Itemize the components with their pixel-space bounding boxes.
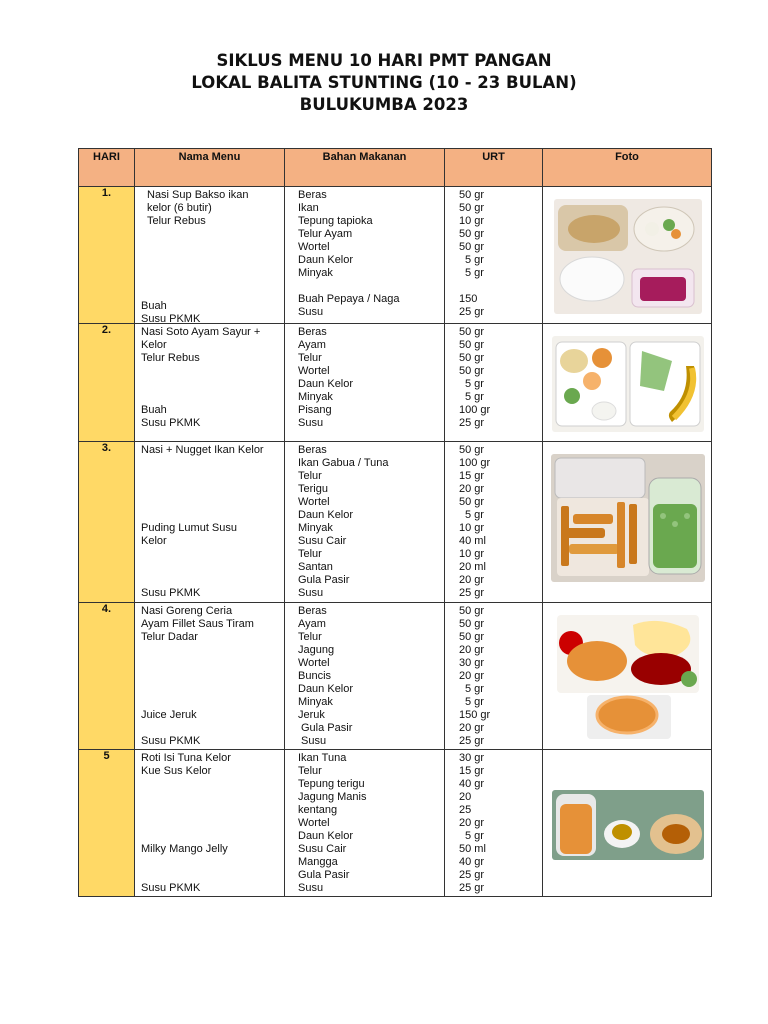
ingredient: Wortel [298, 496, 330, 508]
ingredient: Susu [298, 587, 324, 599]
menu-cell [135, 750, 285, 897]
urt-value: 10 gr [459, 548, 485, 560]
table-row [79, 442, 712, 603]
menu-cell [135, 324, 285, 442]
urt-value: 25 gr [459, 869, 485, 881]
menu-cell [135, 442, 285, 603]
urt-value: 100 gr [459, 457, 491, 469]
urt-value: 5 gr [465, 509, 484, 521]
ingredient: Wortel [298, 241, 330, 253]
urt-value: 25 [459, 804, 472, 816]
ingredient: Beras [298, 326, 327, 338]
urt-value: 150 [459, 293, 478, 305]
urt-value: 20 gr [459, 574, 485, 586]
urt-value: 50 gr [459, 326, 485, 338]
ingredient: Ikan Tuna [298, 752, 347, 764]
menu-item: Kue Sus Kelor [141, 765, 212, 777]
urt-value: 50 gr [459, 339, 485, 351]
menu-item: Telur Rebus [141, 352, 200, 364]
ingredient: Buncis [298, 670, 332, 682]
ingredient: Jagung [298, 644, 335, 656]
ingredient: Daun Kelor [298, 830, 354, 842]
urt-value: 20 ml [459, 561, 486, 573]
table-row [79, 324, 712, 442]
ingredient: Ikan Gabua / Tuna [298, 457, 389, 469]
urt-cell [445, 750, 543, 897]
document-title [0, 50, 768, 116]
menu-item: Buah [141, 404, 167, 416]
urt-value: 20 gr [459, 644, 485, 656]
urt-cell [445, 187, 543, 324]
urt-value: 100 gr [459, 404, 491, 416]
urt-value: 20 [459, 791, 472, 803]
bahan-cell [285, 187, 445, 324]
ingredient: Susu [298, 306, 324, 318]
bahan-cell [285, 750, 445, 897]
urt-value: 30 gr [459, 752, 485, 764]
urt-value: 40 gr [459, 856, 485, 868]
ingredient: Minyak [298, 391, 333, 403]
ingredient: Daun Kelor [298, 378, 354, 390]
bahan-cell [285, 442, 445, 603]
menu-item: Nasi Sup Bakso ikan [147, 189, 249, 201]
day-number: 5 [79, 750, 135, 897]
urt-value: 50 gr [459, 241, 485, 253]
menu-cell [135, 603, 285, 750]
urt-value: 15 gr [459, 765, 485, 777]
urt-cell [445, 603, 543, 750]
menu-item: Susu PKMK [141, 882, 201, 894]
day-number: 4. [79, 603, 135, 750]
menu-item: Nasi Goreng Ceria [141, 605, 233, 617]
urt-value: 50 gr [459, 444, 485, 456]
urt-value: 5 gr [465, 254, 484, 266]
ingredient: Telur [298, 548, 322, 560]
day-number: 2. [79, 324, 135, 442]
urt-value: 50 gr [459, 352, 485, 364]
urt-value: 5 gr [465, 378, 484, 390]
header-urt: URT [445, 149, 543, 187]
ingredient: Wortel [298, 365, 330, 377]
table-header-row [79, 149, 712, 187]
photo-cell [543, 603, 712, 750]
urt-cell [445, 442, 543, 603]
urt-value: 20 gr [459, 670, 485, 682]
urt-value: 50 gr [459, 228, 485, 240]
ingredient: Telur [298, 470, 322, 482]
menu-item: Roti Isi Tuna Kelor [141, 752, 231, 764]
menu-item: kelor (6 butir) [147, 202, 212, 214]
bahan-cell [285, 324, 445, 442]
ingredient: Telur [298, 352, 322, 364]
urt-value: 25 gr [459, 306, 485, 318]
ingredient: Telur Ayam [298, 228, 353, 240]
menu-item: Telur Dadar [141, 631, 198, 643]
menu-item: Buah [141, 299, 167, 312]
menu-item: Kelor [141, 535, 167, 547]
ingredient: Susu [298, 417, 324, 429]
urt-value: 50 gr [459, 605, 485, 617]
food-photo [554, 199, 702, 314]
urt-value: 25 gr [459, 882, 485, 894]
header-bahan-makanan: Bahan Makanan [285, 149, 445, 187]
urt-value: 50 gr [459, 618, 485, 630]
photo-cell [543, 324, 712, 442]
urt-value: 15 gr [459, 470, 485, 482]
ingredient: Wortel [298, 817, 330, 829]
ingredient: Buah Pepaya / Naga [298, 293, 400, 305]
ingredient: Minyak [298, 522, 333, 534]
urt-value: 25 gr [459, 735, 485, 747]
photo-cell [543, 750, 712, 897]
urt-value: 50 gr [459, 631, 485, 643]
title-line-3: BULUKUMBA 2023 [299, 95, 469, 114]
menu-table [78, 148, 712, 897]
urt-value: 50 gr [459, 496, 485, 508]
table-row [79, 750, 712, 897]
ingredient: Ayam [298, 339, 326, 351]
menu-item: Nasi + Nugget Ikan Kelor [141, 444, 264, 456]
ingredient: kentang [298, 804, 338, 816]
menu-item: Nasi Soto Ayam Sayur + [141, 326, 261, 338]
photo-cell [543, 442, 712, 603]
ingredient: Telur [298, 631, 322, 643]
ingredient: Pisang [298, 404, 332, 416]
ingredient: Beras [298, 605, 327, 617]
photo-cell [543, 187, 712, 324]
menu-cell [135, 187, 285, 324]
table-row [79, 187, 712, 324]
header-nama-menu: Nama Menu [135, 149, 285, 187]
urt-value: 20 gr [459, 817, 485, 829]
food-photo [557, 615, 699, 741]
menu-item: Susu PKMK [141, 312, 201, 325]
menu-item: Kelor [141, 339, 167, 351]
table-row [79, 603, 712, 750]
ingredient: Daun Kelor [298, 254, 354, 266]
ingredient: Gula Pasir [298, 869, 350, 881]
ingredient: Susu [298, 882, 324, 894]
urt-value: 150 gr [459, 709, 491, 721]
ingredient: Gula Pasir [298, 574, 350, 586]
ingredient: Beras [298, 189, 327, 201]
menu-item: Puding Lumut Susu [141, 522, 238, 534]
title-line-2: LOKAL BALITA STUNTING (10 - 23 BULAN) [191, 73, 577, 92]
day-number: 3. [79, 442, 135, 603]
ingredient: Tepung terigu [298, 778, 365, 790]
ingredient: Mangga [298, 856, 338, 868]
ingredient: Daun Kelor [298, 683, 354, 695]
menu-item: Susu PKMK [141, 735, 201, 747]
urt-cell [445, 324, 543, 442]
urt-value: 50 gr [459, 202, 485, 214]
urt-value: 50 ml [459, 843, 486, 855]
menu-item: Ayam Fillet Saus Tiram [141, 618, 254, 630]
ingredient: Ikan [298, 202, 319, 214]
urt-value: 5 gr [465, 267, 484, 279]
urt-value: 25 gr [459, 417, 485, 429]
urt-value: 10 gr [459, 522, 485, 534]
urt-value: 10 gr [459, 215, 485, 227]
urt-value: 5 gr [465, 391, 484, 403]
urt-value: 5 gr [465, 830, 484, 842]
title-line-1: SIKLUS MENU 10 HARI PMT PANGAN [216, 51, 552, 70]
urt-value: 50 gr [459, 189, 485, 201]
food-photo [552, 790, 704, 860]
ingredient: Ayam [298, 618, 326, 630]
urt-value: 25 gr [459, 587, 485, 599]
ingredient: Beras [298, 444, 327, 456]
ingredient: Jagung Manis [298, 791, 367, 803]
menu-item: Juice Jeruk [141, 709, 197, 721]
food-photo [551, 454, 705, 582]
ingredient: Daun Kelor [298, 509, 354, 521]
ingredient: Tepung tapioka [298, 215, 373, 227]
urt-value: 40 ml [459, 535, 486, 547]
urt-value: 20 gr [459, 483, 485, 495]
ingredient: Wortel [298, 657, 330, 669]
urt-value: 30 gr [459, 657, 485, 669]
menu-item: Milky Mango Jelly [141, 843, 228, 855]
header-hari: HARI [79, 149, 135, 187]
ingredient: Jeruk [298, 709, 325, 721]
menu-item: Susu PKMK [141, 417, 201, 429]
ingredient: Santan [298, 561, 333, 573]
urt-value: 20 gr [459, 722, 485, 734]
bahan-cell [285, 603, 445, 750]
ingredient: Telur [298, 765, 322, 777]
urt-value: 50 gr [459, 365, 485, 377]
ingredient: Minyak [298, 267, 333, 279]
ingredient: Susu Cair [298, 843, 347, 855]
ingredient: Susu Cair [298, 535, 347, 547]
menu-item: Telur Rebus [147, 215, 206, 227]
menu-item: Susu PKMK [141, 587, 201, 599]
day-number: 1. [79, 187, 135, 324]
header-foto: Foto [543, 149, 712, 187]
urt-value: 40 gr [459, 778, 485, 790]
ingredient: Terigu [298, 483, 328, 495]
ingredient: Minyak [298, 696, 333, 708]
urt-value: 5 gr [465, 696, 484, 708]
ingredient: Gula Pasir [301, 722, 353, 734]
food-photo [552, 336, 704, 432]
ingredient: Susu [301, 735, 327, 747]
urt-value: 5 gr [465, 683, 484, 695]
